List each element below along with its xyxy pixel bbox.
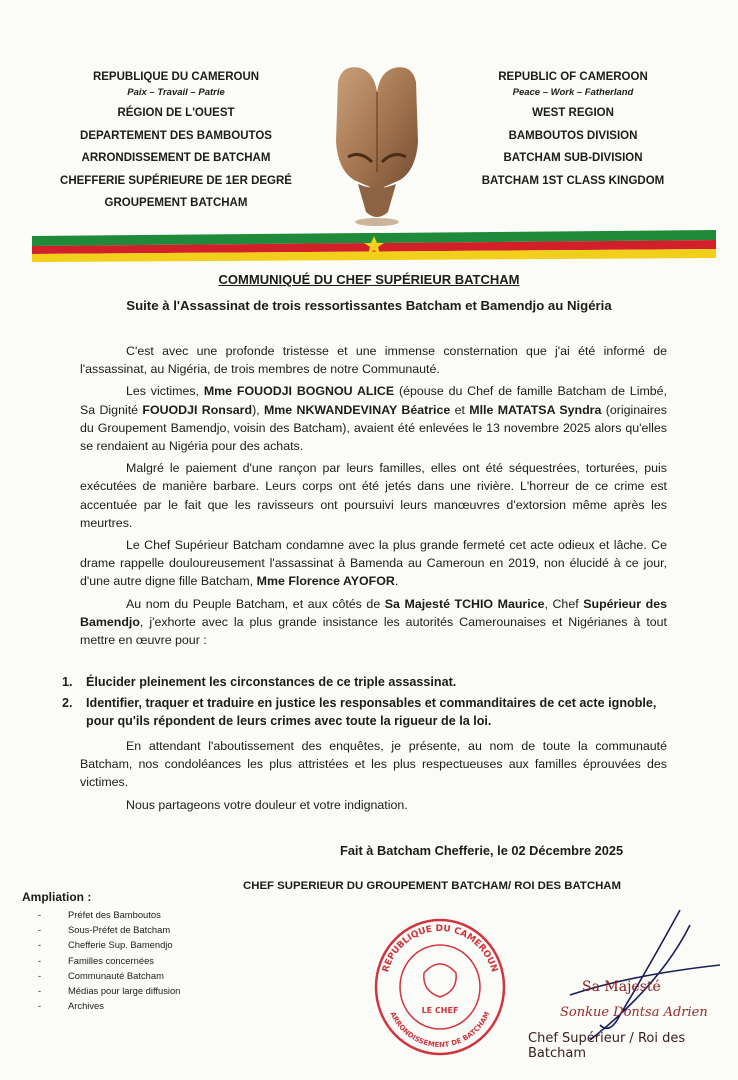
paragraph-6: En attendant l'aboutissement des enquêtes, je présente, au nom de toute la communauté Batcham, nos condoléances les plus attristées et les plus respectueuses aux familles éprouvées des victimes.	[80, 739, 667, 790]
closing-text	[80, 737, 667, 818]
signature-name: Sonkue Dontsa Adrien	[560, 1005, 708, 1020]
chef-title: CHEF SUPERIEUR DU GROUPEMENT BATCHAM/ ROI DES BATCHAM	[243, 880, 622, 892]
groupement-fr: GROUPEMENT BATCHAM	[104, 197, 248, 209]
paragraph-4: Le Chef Supérieur Batcham condamne avec la plus grande fermeté cet acte odieux et lâche. Ce drame rappelle douloureusement l'assassinat à Bamenda au Cameroun en 2019, non élucidé à ce jour, d'une autre digne fille Batcham, Mme Florence AYOFOR.	[80, 538, 667, 589]
flag-stripe	[32, 230, 716, 262]
ampliation-list	[38, 907, 180, 1013]
list-item: 1. Élucider pleinement les circonstances de ce triple assassinat.	[62, 675, 457, 689]
official-seal	[372, 915, 508, 1057]
motto-fr: Paix – Travail – Patrie	[127, 86, 225, 98]
body-text	[80, 342, 667, 653]
list-item: - Archives	[38, 1000, 104, 1012]
header-left	[58, 72, 294, 221]
kingdom-en: BATCHAM 1ST CLASS KINGDOM	[481, 174, 665, 187]
motto-en: Peace – Work – Fatherland	[512, 86, 634, 98]
paragraph-3: Malgré le paiement d'une rançon par leurs familles, elles ont été séquestrées, torturées, puis exécutées de manière barbare. Leurs corps ont été jetés dans une rivière. L'horreur de ce crime est accentuée par le fait que les ravisseurs ont poursuivi leurs manœuvres d'extorsion même après les meurtres.	[80, 461, 667, 530]
list-item: - Médias pour large diffusion	[38, 985, 181, 997]
paragraph-7: Nous partageons votre douleur et votre indignation.	[126, 797, 408, 812]
demands-list	[62, 673, 670, 733]
department-fr: DEPARTEMENT DES BAMBOUTOS	[80, 129, 272, 142]
list-item: - Communauté Batcham	[38, 969, 164, 981]
list-item: - Préfet des Bamboutos	[38, 909, 161, 920]
svg-text:ARRONDISSEMENT DE BATCHAM: ARRONDISSEMENT DE BATCHAM	[388, 1010, 492, 1050]
paragraph-1: C'est avec une profonde tristesse et une immense consternation que j'ai été informé de l'assassinat, au Nigéria, de trois membres de notre Communauté.	[80, 344, 667, 377]
paragraph-5: Au nom du Peuple Batcham, et aux côtés de Sa Majesté TCHIO Maurice, Chef Supérieur des Bamendjo, j'exhorte avec la plus grande insistance les autorités Camerounaises et Nigérianes à tout mettre en œuvre pour :	[80, 596, 667, 648]
signature-title: Chef Supérieur / Roi des Batcham	[528, 1031, 686, 1061]
list-item: - Sous-Préfet de Batcham	[38, 924, 171, 936]
communique-subtitle: Suite à l'Assassinat de trois ressortissantes Batcham et Bamendjo au Nigéria	[126, 298, 612, 313]
svg-text:LE CHEF: LE CHEF	[421, 1006, 459, 1015]
header-right	[455, 72, 691, 198]
list-item: - Chefferie Sup. Bamendjo	[38, 939, 173, 951]
svg-text:REPUBLIQUE DU CAMEROUN: REPUBLIQUE DU CAMEROUN	[381, 923, 499, 974]
arrondissement-fr: ARRONDISSEMENT DE BATCHAM	[81, 152, 271, 164]
region-en: WEST REGION	[532, 107, 614, 119]
mask-emblem	[328, 62, 426, 227]
date-line: Fait à Batcham Chefferie, le 02 Décembre 2025	[340, 843, 624, 858]
communique-title: COMMUNIQUÉ DU CHEF SUPÉRIEUR BATCHAM	[218, 272, 520, 287]
division-en: BAMBOUTOS DIVISION	[508, 129, 638, 142]
subdivision-en: BATCHAM SUB-DIVISION	[503, 152, 643, 164]
paragraph-2: Les victimes, Mme FOUODJI BOGNOU ALICE (épouse du Chef de famille Batcham de Limbé, Sa Dignité FOUODJI Ronsard), Mme NKWANDEVINAY Béatrice et Mlle MATATSA Syndra (originaires du Groupement Bamendjo, voisin des Batcham), avaient été enlevées le 13 novembre 2025 alors qu'elles se rendaient au Nigéria pour des achats.	[80, 384, 668, 454]
ampliation-heading: Ampliation :	[22, 890, 92, 904]
list-item: 2. Identifier, traquer et traduire en justice les responsables et commanditaires de cet acte ignoble, pour qu'ils répondent de leurs crimes avec toute la rigueur de la loi.	[62, 695, 657, 728]
chefferie-fr: CHEFFERIE SUPÉRIEURE DE 1ER DEGRÉ	[60, 174, 292, 187]
list-item: - Familles concernées	[38, 954, 154, 966]
country-en: REPUBLIC OF CAMEROON	[498, 71, 648, 83]
region-fr: RÉGION DE L'OUEST	[117, 107, 235, 119]
country-fr: REPUBLIQUE DU CAMEROUN	[92, 71, 260, 83]
signature-majeste: Sa Majesté	[582, 979, 661, 995]
